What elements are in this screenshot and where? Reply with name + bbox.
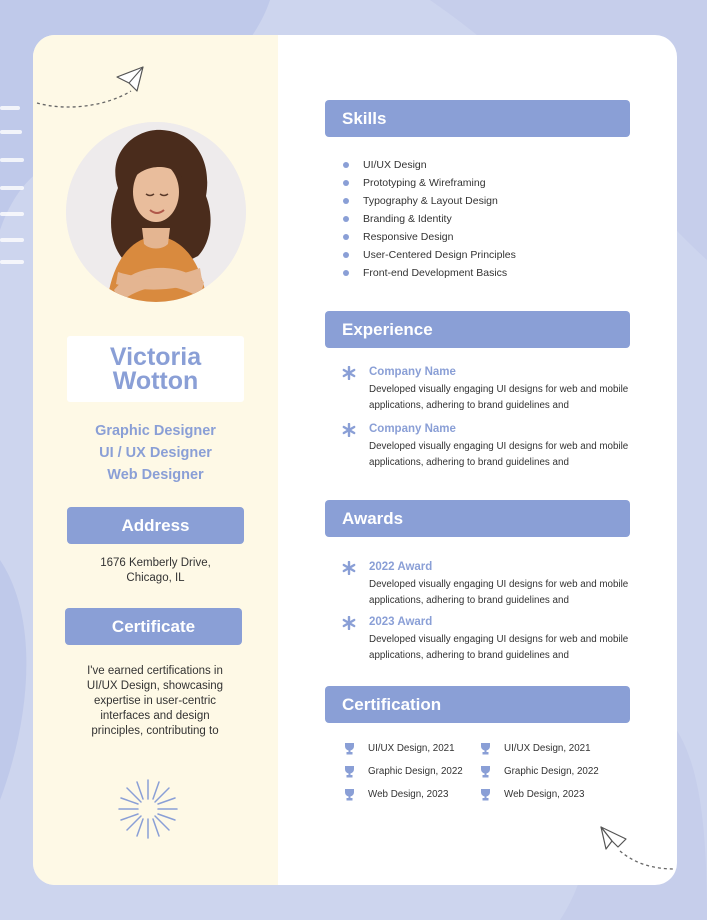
address-line-2: Chicago, IL (126, 572, 185, 584)
skill-item: Typography & Layout Design (342, 192, 516, 210)
paper-plane-icon (35, 63, 147, 113)
last-name: Wotton (112, 367, 199, 395)
left-column (33, 35, 278, 885)
certification-heading: Certification (325, 686, 630, 723)
certification-label: Graphic Design, 2022 (504, 766, 599, 777)
asterisk-icon (342, 561, 356, 575)
trophy-icon (480, 765, 491, 778)
certification-item (480, 741, 630, 757)
skill-item: User-Centered Design Principles (342, 246, 516, 264)
job-titles (33, 420, 278, 486)
skill-item: Responsive Design (342, 228, 516, 246)
award-entry (342, 615, 632, 664)
profile-photo (66, 122, 246, 302)
first-name: Victoria (109, 343, 202, 371)
certificate-heading: Certificate (65, 608, 242, 645)
address-line-1: 1676 Kemberly Drive, (100, 557, 211, 569)
certification-label: UI/UX Design, 2021 (368, 743, 455, 754)
portrait-illustration (66, 122, 246, 302)
certification-item (480, 787, 630, 803)
awards-heading: Awards (325, 500, 630, 537)
certification-label: UI/UX Design, 2021 (504, 743, 591, 754)
skill-item: Branding & Identity (342, 210, 516, 228)
address-text (33, 556, 278, 586)
experience-description: Developed visually engaging UI designs for web and mobile applications, adhering to brand guidelines and (369, 384, 629, 411)
skill-item: UI/UX Design (342, 156, 516, 174)
asterisk-icon (342, 423, 356, 437)
trophy-icon (480, 742, 491, 755)
paper-plane-icon (598, 823, 677, 873)
candidate-name (67, 336, 244, 402)
certification-label: Web Design, 2023 (504, 789, 585, 800)
award-description: Developed visually engaging UI designs for web and mobile applications, adhering to brand guidelines and (369, 579, 629, 606)
role-1: Graphic Designer (95, 423, 216, 439)
certification-label: Web Design, 2023 (368, 789, 449, 800)
experience-company: Company Name (369, 423, 456, 435)
certificate-text: I've earned certifications in UI/UX Design, showcasing expertise in user-centric interfaces and design principles, contributing to (86, 665, 224, 737)
skill-item: Prototyping & Wireframing (342, 174, 516, 192)
skills-heading: Skills (325, 100, 630, 137)
skill-item: Front-end Development Basics (342, 264, 516, 282)
certification-label: Graphic Design, 2022 (368, 766, 463, 777)
award-description: Developed visually engaging UI designs for web and mobile applications, adhering to brand guidelines and (369, 634, 629, 661)
right-column (278, 35, 677, 885)
trophy-icon (344, 788, 355, 801)
address-heading: Address (67, 507, 244, 544)
experience-company: Company Name (369, 366, 456, 378)
experience-entry (342, 422, 632, 471)
certification-item (344, 741, 494, 757)
certification-item (480, 764, 630, 780)
award-entry (342, 560, 632, 609)
experience-entry (342, 365, 632, 414)
trophy-icon (344, 765, 355, 778)
experience-description: Developed visually engaging UI designs for web and mobile applications, adhering to brand guidelines and (369, 441, 629, 468)
asterisk-icon (342, 366, 356, 380)
asterisk-icon (342, 616, 356, 630)
experience-heading: Experience (325, 311, 630, 348)
trophy-icon (480, 788, 491, 801)
trophy-icon (344, 742, 355, 755)
sunburst-icon (116, 777, 180, 841)
role-3: Web Designer (107, 467, 204, 483)
certification-item (344, 764, 494, 780)
certification-item (344, 787, 494, 803)
resume-card (33, 35, 677, 885)
role-2: UI / UX Designer (99, 445, 212, 461)
award-title: 2023 Award (369, 616, 433, 628)
award-title: 2022 Award (369, 561, 433, 573)
skills-list (342, 156, 516, 282)
